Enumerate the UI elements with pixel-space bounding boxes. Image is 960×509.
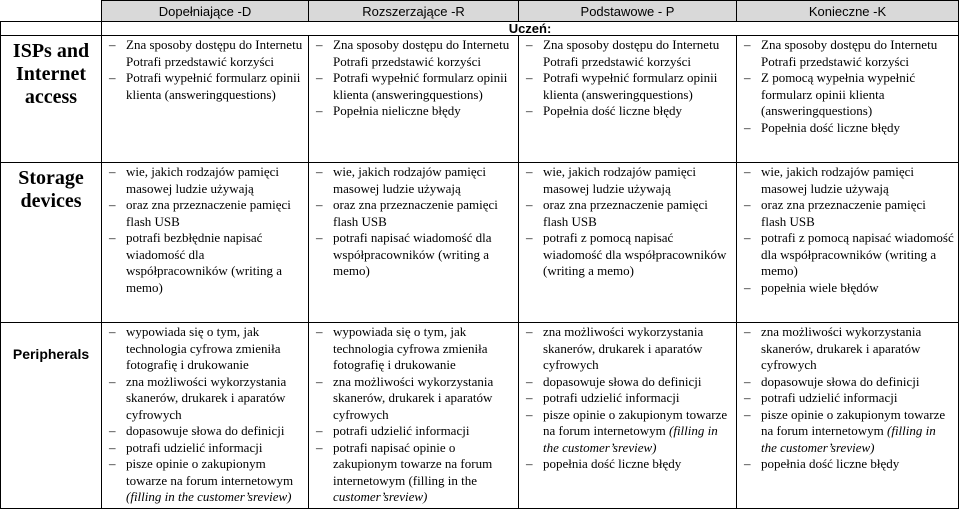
criterion-text: oraz zna przeznaczenie pamięci flash USB: [543, 197, 708, 229]
dash-bullet-icon: –: [109, 70, 116, 85]
criterion-item: [739, 70, 954, 120]
criteria-cell: [102, 163, 309, 323]
criterion-text: potrafi udzielić informacji: [126, 439, 263, 455]
criterion-item: [739, 324, 954, 374]
criterion-item: [104, 423, 304, 440]
dash-bullet-icon: –: [109, 456, 116, 471]
criteria-cell: [519, 36, 737, 163]
criterion-item: [739, 390, 954, 407]
dash-bullet-icon: –: [526, 164, 533, 179]
criterion-text: potrafi z pomocą napisać wiadomość dla współpracowników (writing a memo): [761, 230, 954, 278]
uczen-row: [1, 22, 959, 37]
criterion-text: pisze opinie o zakupionym towarze na forum internetowym: [543, 406, 728, 438]
criterion-item: [521, 324, 732, 374]
criterion-item: [739, 230, 954, 280]
criterion-item: [521, 103, 732, 120]
criterion-item: [311, 103, 514, 120]
criterion-item: [521, 197, 732, 230]
criteria-cell: [519, 323, 737, 509]
dash-bullet-icon: –: [316, 164, 323, 179]
criterion-text: zna możliwości wykorzystania skanerów, drukarek i aparatów cyfrowych: [543, 324, 704, 372]
criteria-row: [1, 163, 959, 323]
criterion-item: [311, 440, 514, 506]
criterion-text: pisze opinie o zakupionym towarze na forum internetowym: [126, 456, 294, 488]
dash-bullet-icon: –: [744, 279, 751, 295]
dash-bullet-icon: –: [316, 324, 323, 339]
dash-bullet-icon: –: [109, 423, 116, 438]
criterion-item: [104, 54, 304, 71]
dash-bullet-icon: –: [316, 439, 323, 455]
criterion-text: Zna sposoby dostępu do Internetu: [543, 37, 720, 52]
criterion-text: potrafi z pomocą napisać wiadomość dla współpracowników (writing a memo): [543, 230, 727, 278]
criteria-table: [0, 0, 959, 36]
dash-bullet-icon: –: [109, 197, 116, 212]
criterion-item: [311, 164, 514, 197]
criterion-item: [739, 456, 954, 473]
criterion-item: [739, 407, 954, 457]
criterion-item: [311, 423, 514, 440]
criterion-text: Popełnia nieliczne błędy: [333, 103, 461, 118]
criterion-item: [311, 70, 514, 103]
dash-bullet-icon: –: [744, 119, 751, 135]
criterion-item: [311, 324, 514, 374]
criterion-text: Popełnia dość liczne błędy: [761, 119, 900, 135]
dash-bullet-icon: –: [316, 230, 323, 245]
criterion-text: dopasowuje słowa do definicji: [126, 423, 285, 438]
criterion-item: [739, 164, 954, 197]
criterion-item: [104, 70, 304, 103]
dash-bullet-icon: –: [526, 197, 533, 212]
criterion-item: [311, 374, 514, 424]
criterion-text: dopasowuje słowa do definicji: [543, 373, 702, 389]
criterion-item: [311, 197, 514, 230]
level-header-k: Konieczne -K: [737, 1, 959, 22]
criterion-item: [521, 54, 732, 71]
criterion-italic-text: (filling in the customer’sreview): [543, 423, 718, 455]
criterion-item: [739, 374, 954, 391]
criterion-text: dopasowuje słowa do definicji: [761, 373, 920, 389]
criterion-item: [521, 70, 732, 103]
criterion-text: zna możliwości wykorzystania skanerów, drukarek i aparatów cyfrowych: [761, 324, 922, 372]
criterion-item: [521, 390, 732, 407]
criterion-item: [521, 456, 732, 473]
criterion-text: oraz zna przeznaczenie pamięci flash USB: [333, 197, 498, 229]
level-header-row: [1, 1, 959, 22]
criteria-cell: [102, 323, 309, 509]
criterion-item: [521, 37, 732, 54]
uczen-label: Uczeń:: [102, 22, 959, 37]
criterion-text: Potrafi wypełnić formularz opinii klienta (answeringquestions): [543, 70, 718, 102]
criterion-item: [104, 324, 304, 374]
criteria-cell: [309, 163, 519, 323]
criterion-text: popełnia dość liczne błędy: [543, 456, 682, 471]
criterion-text: potrafi napisać opinie o zakupionym towarze na forum internetowym (filling in the: [333, 439, 493, 488]
dash-bullet-icon: –: [744, 406, 751, 422]
criterion-item: [311, 54, 514, 71]
criterion-item: [311, 230, 514, 280]
dash-bullet-icon: –: [316, 373, 323, 389]
criterion-item: [521, 374, 732, 391]
dash-bullet-icon: –: [744, 37, 751, 52]
dash-bullet-icon: –: [744, 390, 751, 405]
dash-bullet-icon: –: [744, 324, 751, 339]
criterion-text: popełnia wiele błędów: [761, 279, 879, 295]
dash-bullet-icon: –: [316, 423, 323, 438]
criterion-text: wie, jakich rodzajów pamięci masowej ludzie używają: [333, 164, 487, 196]
criterion-text: zna możliwości wykorzystania skanerów, drukarek i aparatów cyfrowych: [333, 373, 494, 422]
dash-bullet-icon: –: [744, 70, 751, 85]
criteria-cell: [519, 163, 737, 323]
row-topic: ISPs and Internet access: [1, 36, 102, 163]
level-header-d: Dopełniające -D: [102, 1, 309, 22]
criterion-text: Potrafi przedstawić korzyści: [761, 53, 910, 69]
dash-bullet-icon: –: [109, 230, 116, 245]
dash-bullet-icon: –: [109, 324, 116, 339]
criterion-item: [739, 120, 954, 137]
dash-bullet-icon: –: [526, 456, 533, 471]
dash-bullet-icon: –: [744, 230, 751, 245]
criterion-text: Zna sposoby dostępu do Internetu: [333, 37, 510, 52]
criteria-row: [1, 323, 959, 509]
criteria-cell: [309, 36, 519, 163]
dash-bullet-icon: –: [526, 373, 533, 389]
dash-bullet-icon: –: [526, 406, 533, 422]
dash-bullet-icon: –: [744, 456, 751, 471]
criterion-text: Potrafi wypełnić formularz opinii klienta (answeringquestions): [333, 70, 508, 102]
criteria-cell: [102, 36, 309, 163]
criterion-text: wypowiada się o tym, jak technologia cyfrowa zmieniła fotografię i drukowanie: [333, 324, 488, 372]
criterion-item: [104, 440, 304, 457]
criterion-item: [521, 407, 732, 457]
dash-bullet-icon: –: [744, 197, 751, 212]
criteria-cell: [737, 36, 959, 163]
uczen-spacer: [1, 22, 102, 37]
criterion-text: pisze opinie o zakupionym towarze na forum internetowym: [761, 406, 946, 438]
dash-bullet-icon: –: [316, 103, 323, 118]
criterion-text: Potrafi przedstawić korzyści: [333, 53, 482, 69]
criterion-item: [104, 37, 304, 54]
dash-bullet-icon: –: [109, 164, 116, 179]
criterion-text: potrafi udzielić informacji: [761, 390, 898, 405]
criterion-text: oraz zna przeznaczenie pamięci flash USB: [126, 197, 291, 229]
criterion-text: Zna sposoby dostępu do Internetu: [761, 37, 938, 52]
criterion-item: [521, 230, 732, 280]
criterion-text: wie, jakich rodzajów pamięci masowej ludzie używają: [543, 164, 697, 196]
level-header-r: Rozszerzające -R: [309, 1, 519, 22]
criterion-item: [739, 54, 954, 71]
row-topic: Storage devices: [1, 163, 102, 323]
criterion-item: [104, 230, 304, 296]
criterion-text: zna możliwości wykorzystania skanerów, drukarek i aparatów cyfrowych: [126, 373, 287, 422]
criterion-italic-text: (filling in the customer’sreview): [126, 489, 292, 504]
dash-bullet-icon: –: [744, 373, 751, 389]
criteria-cell: [737, 163, 959, 323]
dash-bullet-icon: –: [316, 70, 323, 85]
criterion-text: wie, jakich rodzajów pamięci masowej ludzie używają: [761, 164, 915, 196]
criterion-item: [104, 164, 304, 197]
criteria-cell: [309, 323, 519, 509]
dash-bullet-icon: –: [526, 103, 533, 118]
criterion-item: [104, 456, 304, 506]
dash-bullet-icon: –: [109, 37, 116, 52]
criterion-text: oraz zna przeznaczenie pamięci flash USB: [761, 197, 926, 229]
criterion-text: Potrafi wypełnić formularz opinii klienta (answeringquestions): [126, 70, 301, 102]
level-header-p: Podstawowe - P: [519, 1, 737, 22]
dash-bullet-icon: –: [744, 164, 751, 179]
dash-bullet-icon: –: [526, 37, 533, 52]
criteria-body: [0, 35, 959, 509]
criterion-text: Potrafi przedstawić korzyści: [543, 53, 692, 69]
criterion-text: Z pomocą wypełnia wypełnić formularz opinii klienta (answeringquestions): [761, 70, 916, 118]
dash-bullet-icon: –: [109, 373, 116, 389]
criterion-item: [521, 164, 732, 197]
criterion-italic-text: (filling in the customer’sreview): [761, 423, 936, 455]
row-topic: Peripherals: [1, 323, 102, 509]
dash-bullet-icon: –: [526, 324, 533, 339]
criterion-item: [104, 374, 304, 424]
dash-bullet-icon: –: [316, 197, 323, 212]
criterion-text: potrafi bezbłędnie napisać wiadomość dla współpracowników (writing a memo): [126, 230, 282, 295]
corner-cell: [1, 1, 102, 22]
criterion-item: [104, 197, 304, 230]
criteria-cell: [737, 323, 959, 509]
criterion-italic-text: customer’sreview): [333, 489, 428, 504]
criterion-item: [739, 37, 954, 54]
criterion-text: potrafi udzielić informacji: [333, 423, 470, 438]
criterion-text: Popełnia dość liczne błędy: [543, 103, 682, 118]
dash-bullet-icon: –: [109, 439, 116, 455]
dash-bullet-icon: –: [526, 390, 533, 405]
criterion-text: potrafi napisać wiadomość dla współpracowników (writing a memo): [333, 230, 492, 278]
criterion-item: [311, 37, 514, 54]
criterion-item: [739, 280, 954, 297]
criterion-text: Potrafi przedstawić korzyści: [126, 53, 275, 69]
dash-bullet-icon: –: [316, 37, 323, 52]
criterion-text: wypowiada się o tym, jak technologia cyfrowa zmieniła fotografię i drukowanie: [126, 324, 281, 372]
criterion-text: wie, jakich rodzajów pamięci masowej ludzie używają: [126, 164, 280, 196]
criterion-text: popełnia dość liczne błędy: [761, 456, 900, 471]
dash-bullet-icon: –: [526, 70, 533, 85]
dash-bullet-icon: –: [526, 230, 533, 245]
criterion-item: [739, 197, 954, 230]
criterion-text: potrafi udzielić informacji: [543, 390, 680, 405]
criteria-row: [1, 36, 959, 163]
criterion-text: Zna sposoby dostępu do Internetu: [126, 37, 303, 52]
